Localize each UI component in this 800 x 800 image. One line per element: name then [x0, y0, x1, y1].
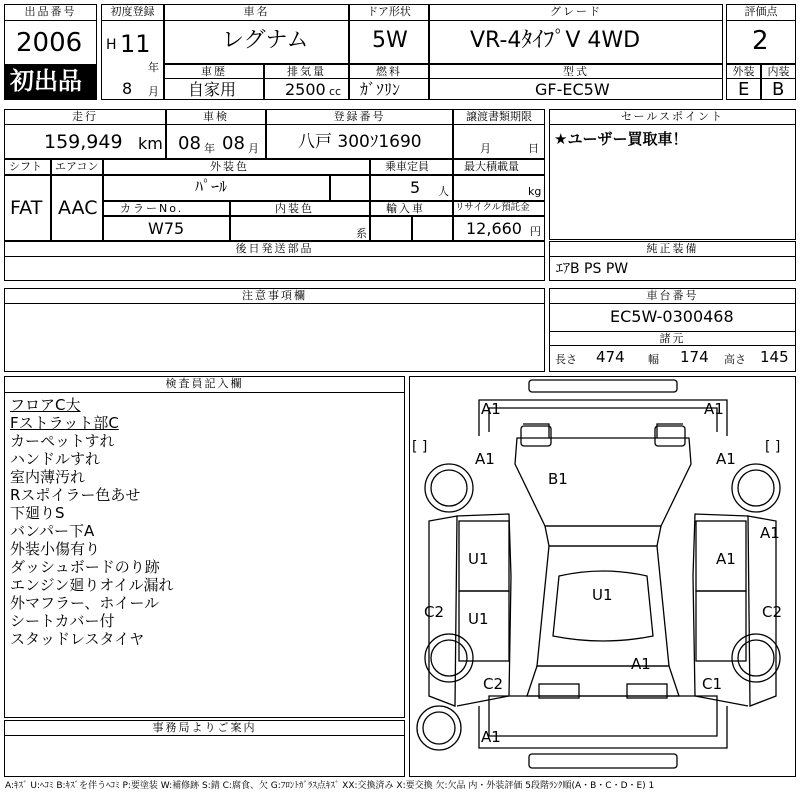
windshield [545, 526, 661, 546]
history-header: 車歴 [164, 64, 264, 79]
diag-fl-fender: A1 [475, 450, 495, 468]
diag-left-rear-door: U1 [468, 610, 489, 628]
chassis-header: 車台番号 [549, 288, 796, 304]
mileage-unit: km [138, 134, 163, 153]
recycle-unit: 円 [530, 225, 541, 238]
diag-front-left: A1 [481, 400, 501, 418]
aircon-value: AAC [58, 197, 98, 219]
width-label: 幅 [648, 353, 659, 366]
int-color-header: 内装色 [275, 202, 314, 215]
shift-value: FAT [10, 197, 43, 219]
diag-rear-center: A1 [631, 655, 651, 673]
width-value: 174 [680, 348, 709, 366]
length-value: 474 [596, 348, 625, 366]
fuel-value: ｶﾞｿﾘﾝ [360, 80, 401, 99]
remark-line: スタッドレスタイヤ [10, 630, 145, 648]
car-name-header: 車名 [164, 4, 349, 21]
tailgate [489, 696, 717, 736]
diag-bracket-right: [ ] [765, 439, 781, 455]
notes-header: 注意事項欄 [4, 288, 545, 304]
door-header: ドア形状 [349, 4, 429, 21]
diag-hood: B1 [548, 470, 568, 488]
displacement-unit: cc [329, 85, 342, 98]
chassis-no: EC5W-0300468 [610, 307, 734, 326]
displacement-value: 2500 [285, 80, 326, 99]
model-header: 型式 [429, 64, 723, 79]
max-load-unit: kg [528, 185, 542, 198]
score-header: 評価点 [726, 4, 796, 21]
inspection-month-unit: 月 [248, 142, 259, 155]
reg-number-header: 登録番号 [266, 109, 453, 125]
max-load-header: 最大積載量 [464, 160, 519, 173]
wheel-rear-right [732, 634, 780, 682]
diag-right-wheel: C2 [762, 603, 783, 621]
diag-rear-right: C1 [702, 675, 723, 693]
score-value: 2 [752, 26, 769, 56]
color-no: W75 [148, 219, 185, 238]
deadline-header: 譲渡書類期限 [453, 109, 545, 125]
inspector-remarks [10, 396, 400, 648]
height-label: 高さ [724, 353, 746, 366]
displacement-header: 排気量 [264, 64, 349, 79]
capacity-unit: 人 [438, 185, 449, 198]
import-cell-2 [412, 216, 453, 241]
diag-roof: U1 [592, 586, 613, 604]
genuine-equip: ｴｱB PS PW [556, 261, 629, 277]
reg-month: 8 [122, 79, 133, 98]
sales-point-header: セールスポイント [549, 109, 796, 125]
remark-line: 下廻りS [10, 504, 65, 522]
int-color-value-box [230, 216, 370, 241]
ext-grade: E [738, 79, 750, 100]
int-grade: B [772, 79, 785, 100]
first-listing-label: 初出品 [10, 67, 82, 95]
grade-header: グレード [429, 4, 723, 21]
remark-line: フロアC大 [10, 396, 81, 414]
capacity: 5 [410, 178, 421, 197]
wheel-front-left [425, 464, 473, 512]
ext-color-header: 外装色 [210, 160, 249, 173]
front-bumper-top [529, 380, 677, 392]
reg-month-unit: 月 [148, 85, 159, 98]
height-value: 145 [760, 348, 789, 366]
genuine-header: 純正装備 [549, 241, 796, 257]
remark-line: シートカバー付 [10, 612, 115, 630]
ext-grade-header: 外装 [726, 64, 761, 79]
remark-line: カーペットすれ [10, 432, 115, 450]
diag-bottom-left: A1 [481, 728, 501, 746]
aircon-header: エアコン [55, 160, 99, 173]
car-name: レグナム [222, 28, 309, 53]
remark-line: 外マフラー、ホイール [10, 594, 160, 612]
remark-line: Fストラット部C [10, 414, 119, 432]
shift-header: シフト [9, 160, 42, 173]
damage-legend: A:ｷｽﾞ U:ﾍｺﾐ B:ｷｽﾞを伴うﾍｺﾐ P:要塗装 W:補修跡 S:錆 C:腐食、欠 G:ﾌﾛﾝﾄｶﾞﾗｽ点ｷｽﾞ XX:交換済み X:要交換 欠:欠品 内・外装評価 5段階ﾗﾝｸ順(A・B・C・D・E) 1 [5, 781, 655, 791]
fuel-header: 燃料 [349, 64, 429, 79]
history-value: 自家用 [188, 80, 237, 99]
ext-color-extra-box [330, 175, 370, 201]
lot-no: 2006 [16, 28, 83, 58]
model-code: GF-EC5W [535, 80, 610, 99]
rear-glass [527, 666, 679, 696]
remark-line: 外装小傷有り [10, 540, 101, 558]
remark-line: 室内薄汚れ [10, 468, 86, 486]
diag-rear-left: C2 [483, 675, 504, 693]
remark-line: エンジン廻りオイル漏れ [10, 576, 174, 594]
capacity-header: 乗車定員 [385, 160, 429, 173]
diag-front-right: A1 [704, 400, 724, 418]
length-label: 長さ [555, 353, 577, 366]
reg-year: 11 [120, 30, 151, 58]
reg-number: 八戸 300ｿ1690 [298, 132, 422, 152]
era-label: H [106, 37, 117, 53]
remark-line: ハンドルすれ [10, 450, 101, 468]
door-type: 5W [372, 28, 408, 53]
roof [537, 546, 669, 666]
color-no-header: カラーNo. [120, 202, 184, 215]
inspection-header: 車検 [166, 109, 266, 125]
right-rear-door [696, 591, 746, 661]
import-header: 輸入車 [386, 202, 425, 215]
inspection-month: 08 [222, 133, 245, 154]
rear-bumper [479, 706, 727, 748]
mileage-value: 159,949 [44, 131, 123, 153]
dimensions-header: 諸元 [549, 331, 796, 346]
inspection-year-unit: 年 [204, 142, 215, 155]
first-reg-header: 初度登録 [101, 4, 164, 21]
sales-point-box [549, 109, 796, 240]
import-cell-1 [370, 216, 412, 241]
int-grade-header: 内装 [761, 64, 796, 79]
office-header: 事務局よりご案内 [4, 720, 405, 736]
wheel-rear-left [425, 634, 473, 682]
grade-value: VR-4ﾀｲﾌﾟV 4WD [470, 28, 641, 53]
remark-line: バンパー下A [10, 522, 95, 540]
remark-line: Rスポイラー色あせ [10, 486, 141, 504]
recycle-header: リサイクル預託金 [455, 202, 530, 213]
diag-left-wheel: C2 [424, 603, 445, 621]
remark-line: ダッシュボードのり跡 [10, 558, 160, 576]
later-parts-header: 後日発送部品 [4, 241, 545, 257]
diag-right-front-door: A1 [760, 524, 780, 542]
recycle-fee: 12,660 [466, 219, 522, 238]
inspector-header: 検査員記入欄 [4, 376, 405, 393]
front-bumper [479, 400, 727, 436]
diag-bracket-left: [ ] [412, 439, 428, 455]
car-diagram [409, 376, 796, 777]
deadline-day: 日 [528, 142, 539, 155]
wheel-front-right [732, 464, 780, 512]
deadline-month: 月 [480, 142, 491, 155]
mileage-header: 走行 [4, 109, 166, 125]
ext-color: ﾊﾟｰﾙ [195, 177, 228, 196]
diag-right-door: A1 [716, 550, 736, 568]
sales-point: ★ユーザー買取車！ [554, 130, 688, 148]
lot-no-header: 出品番号 [4, 4, 97, 21]
hood-outline [515, 438, 691, 526]
reg-year-unit: 年 [148, 61, 159, 74]
int-color-unit: 系 [356, 227, 367, 240]
diag-left-front-door: U1 [468, 550, 489, 568]
diag-fr-fender: A1 [716, 450, 736, 468]
inspection-year: 08 [178, 133, 201, 154]
